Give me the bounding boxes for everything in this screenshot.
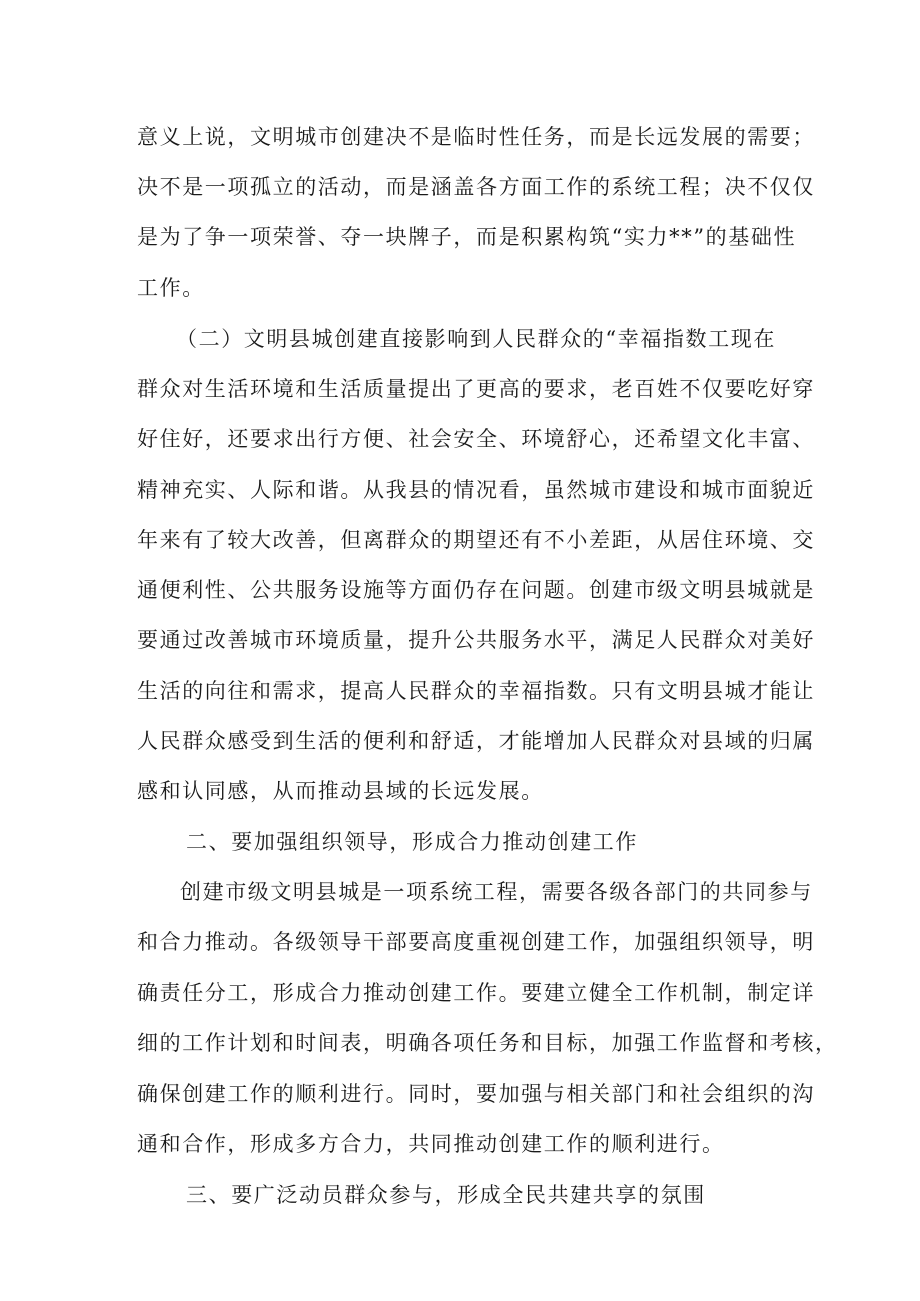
text-line: 精神充实、人际和谐。从我县的情况看，虽然城市建设和城市面貌近 (137, 478, 815, 502)
text-line: 确责任分工，形成合力推动创建工作。要建立健全工作机制，制定详 (137, 981, 815, 1005)
text-line: 人民群众感受到生活的便利和舒适，才能增加人民群众对县域的归属 (137, 729, 815, 753)
text-line: 年来有了较大改善，但离群众的期望还有不小差距，从居住环境、交 (137, 528, 815, 552)
text-line: 感和认同感，从而推动县域的长远发展。 (137, 779, 544, 803)
text-line: 工作。 (137, 276, 205, 300)
section-heading: 二、要加强组织领导，形成合力推动创建工作 (186, 830, 638, 854)
section-heading: （二）文明县城创建直接影响到人民群众的“幸福指数工现在 (176, 327, 776, 351)
text-line: 创建市级文明县城是一项系统工程，需要各级各部门的共同参与 (180, 880, 813, 904)
text-line: 决不是一项孤立的活动，而是涵盖各方面工作的系统工程；决不仅仅 (137, 175, 815, 199)
text-line: 确保创建工作的顺利进行。同时，要加强与相关部门和社会组织的沟 (137, 1082, 815, 1106)
text-line: 和合力推动。各级领导干部要高度重视创建工作，加强组织领导，明 (137, 930, 815, 954)
text-line: 群众对生活环境和生活质量提出了更高的要求，老百姓不仅要吃好穿 (137, 377, 815, 401)
text-line: 通和合作，形成多方合力，共同推动创建工作的顺利进行。 (137, 1132, 725, 1156)
text-line: 要通过改善城市环境质量，提升公共服务水平，满足人民群众对美好 (137, 628, 815, 652)
text-line: 细的工作计划和时间表，明确各项任务和目标，加强工作监督和考核， (137, 1031, 838, 1055)
text-line: 通便利性、公共服务设施等方面仍存在问题。创建市级文明县城就是 (137, 578, 815, 602)
section-heading: 三、要广泛动员群众参与，形成全民共建共享的氛围 (186, 1183, 706, 1207)
text-line: 意义上说，文明城市创建决不是临时性任务，而是长远发展的需要； (137, 125, 815, 149)
text-line: 是为了争一项荣誉、夺一块牌子，而是积累构筑“实力**”的基础性 (137, 225, 797, 249)
text-line: 好住好，还要求出行方便、社会安全、环境舒心，还希望文化丰富、 (137, 427, 815, 451)
text-line: 生活的向往和需求，提高人民群众的幸福指数。只有文明县城才能让 (137, 679, 815, 703)
